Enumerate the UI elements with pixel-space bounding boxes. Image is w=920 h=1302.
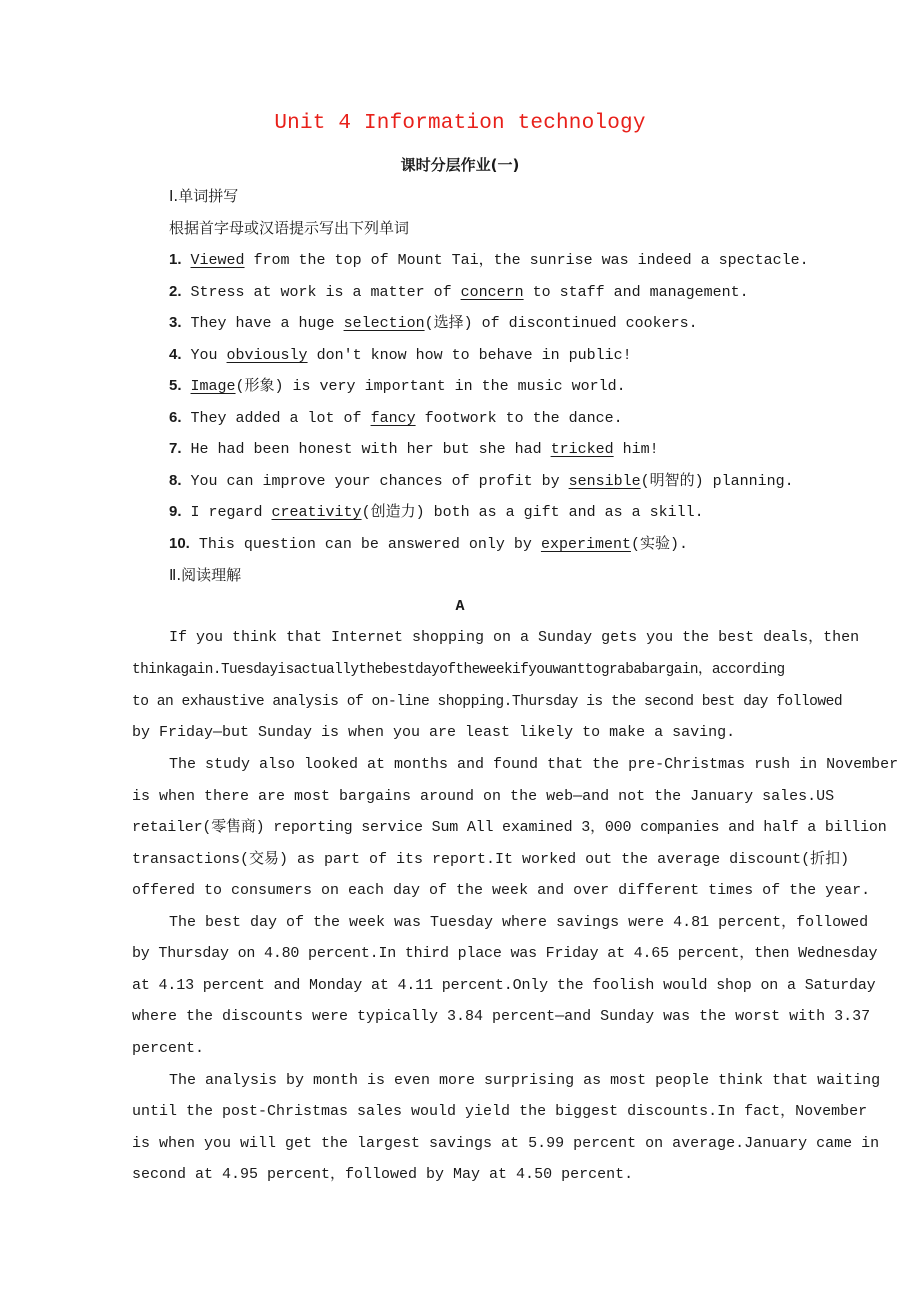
item-text-before: They have a huge xyxy=(190,315,344,332)
item-text-before: They added a lot of xyxy=(190,410,371,427)
item-text-after: (创造力) both as a gift and as a skill. xyxy=(361,504,704,521)
item-number: 7. xyxy=(169,440,182,457)
item-answer: tricked xyxy=(550,441,614,458)
passage-line: second at 4.95 percent，followed by May at 4.50 percent. xyxy=(132,1166,634,1183)
item-answer: obviously xyxy=(226,347,308,364)
item-text-after: (形象) is very important in the music world. xyxy=(235,378,626,395)
item-text-after: footwork to the dance. xyxy=(415,410,623,427)
exercise-item-1 xyxy=(169,250,809,271)
exercise-item-3 xyxy=(169,313,698,334)
item-text-after: (明智的) planning. xyxy=(640,473,794,490)
item-answer: creativity xyxy=(271,504,362,521)
item-number: 8. xyxy=(169,472,182,489)
passage-line: by Friday—but Sunday is when you are least likely to make a saving. xyxy=(132,724,736,741)
item-answer: Image xyxy=(190,378,236,395)
item-answer: selection xyxy=(343,315,425,332)
item-number: 5. xyxy=(169,377,182,394)
passage-line: where the discounts were typically 3.84 percent—and Sunday was the worst with 3.37 xyxy=(132,1008,871,1025)
item-answer: experiment xyxy=(540,536,631,553)
passage-line: at 4.13 percent and Monday at 4.11 percent.Only the foolish would shop on a Saturday xyxy=(132,977,876,994)
item-text-after: (选择) of discontinued cookers. xyxy=(424,315,698,332)
exercise-item-7 xyxy=(169,439,659,460)
item-text-before: You xyxy=(190,347,227,364)
item-answer: Viewed xyxy=(190,252,245,269)
passage-line: The study also looked at months and found that the pre-Christmas rush in November xyxy=(169,756,899,773)
exercise-item-8 xyxy=(169,471,794,492)
item-answer: sensible xyxy=(568,473,641,490)
exercise-item-2 xyxy=(169,282,749,303)
passage-line: The best day of the week was Tuesday where savings were 4.81 percent，followed xyxy=(169,914,869,931)
page-title: Unit 4 Information technology xyxy=(274,112,646,135)
item-number: 6. xyxy=(169,409,182,426)
item-text-before: I regard xyxy=(190,504,272,521)
item-number: 9. xyxy=(169,503,182,520)
section1-heading: Ⅰ.单词拼写 xyxy=(169,187,239,205)
item-text-after: to staff and management. xyxy=(523,284,749,301)
passage-line: retailer(零售商) reporting service Sum All examined 3，000 companies and half a billion xyxy=(132,819,887,836)
item-number: 10. xyxy=(169,535,190,552)
item-answer: concern xyxy=(460,284,524,301)
passage-line: is when you will get the largest savings at 5.99 percent on average.January came in xyxy=(132,1135,880,1152)
item-text-before: He had been honest with her but she had xyxy=(190,441,551,458)
passage-line: The analysis by month is even more surprising as most people think that waiting xyxy=(169,1072,881,1089)
item-text-before: You can improve your chances of profit by xyxy=(190,473,569,490)
passage-line: is when there are most bargains around on the web—and not the January sales.US xyxy=(132,788,835,805)
exercise-item-5 xyxy=(169,376,626,397)
passage-line: percent. xyxy=(132,1040,205,1057)
item-text-after: don′t know how to behave in public! xyxy=(307,347,632,364)
item-answer: fancy xyxy=(370,410,416,427)
section2-heading: Ⅱ.阅读理解 xyxy=(169,566,242,584)
exercise-item-10 xyxy=(169,534,688,555)
item-text-after: from the top of Mount Tai，the sunrise was indeed a spectacle. xyxy=(244,252,809,269)
page-subtitle: 课时分层作业(一) xyxy=(400,156,520,174)
passage-line: If you think that Internet shopping on a Sunday gets you the best deals，then xyxy=(169,629,860,646)
item-number: 1. xyxy=(169,251,182,268)
passage-line: to an exhaustive analysis of on-line shopping.Thursday is the second best day followed xyxy=(132,694,843,710)
exercise-item-9 xyxy=(169,502,704,523)
item-text-after: (实验). xyxy=(630,536,688,553)
item-text-before: Stress at work is a matter of xyxy=(190,284,461,301)
passage-line: thinkagain.Tuesdayisactuallythebestdayoftheweekifyouwanttogrababargain，according xyxy=(132,662,785,678)
item-number: 4. xyxy=(169,346,182,363)
item-number: 3. xyxy=(169,314,182,331)
passage-line: transactions(交易) as part of its report.It worked out the average discount(折扣) xyxy=(132,851,850,868)
item-text-after: him! xyxy=(613,441,659,458)
exercise-item-4 xyxy=(169,345,632,366)
passage-line: by Thursday on 4.80 percent.In third place was Friday at 4.65 percent，then Wednesday xyxy=(132,945,878,962)
item-number: 2. xyxy=(169,283,182,300)
passage-line: until the post-Christmas sales would yield the biggest discounts.In fact，November xyxy=(132,1103,868,1120)
section1-instruction: 根据首字母或汉语提示写出下列单词 xyxy=(169,219,410,237)
passage-line: offered to consumers on each day of the week and over different times of the year. xyxy=(132,882,871,899)
passage-label: A xyxy=(455,598,465,615)
exercise-item-6 xyxy=(169,408,623,429)
item-text-before: This question can be answered only by xyxy=(198,536,541,553)
